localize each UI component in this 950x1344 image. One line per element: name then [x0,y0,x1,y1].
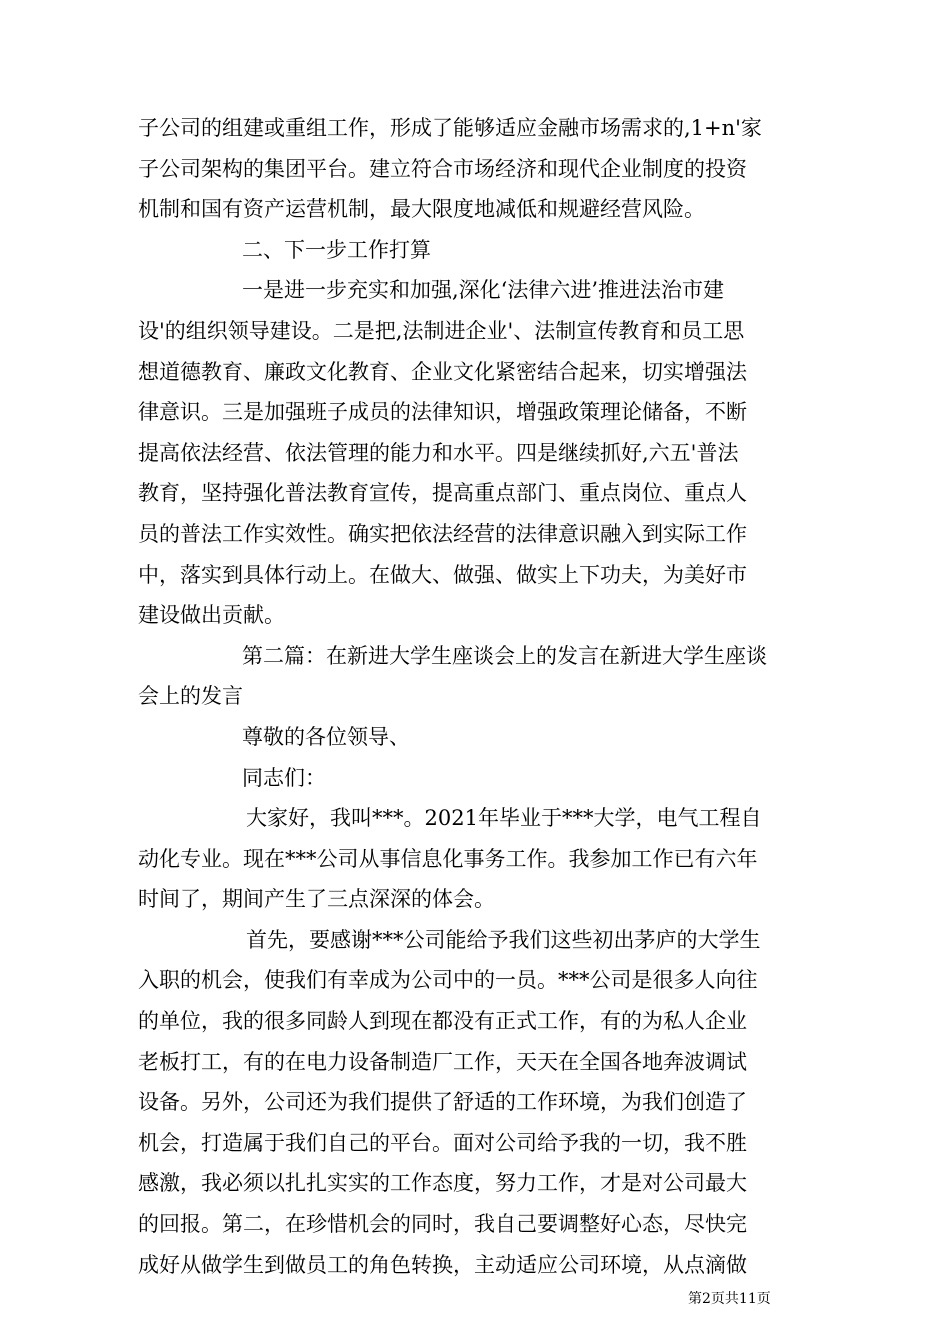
text-line: 机会，打造属于我们自己的平台。面对公司给予我的一切，我不胜 [138,1130,747,1155]
text-line: 感激，我必须以扎扎实实的工作态度，努力工作，才是对公司最大 [138,1171,747,1196]
text-line: 入职的机会，使我们有幸成为公司中的一员。***公司是很多人向往 [138,968,758,993]
article-title: 第二篇：在新进大学生座谈会上的发言在新进大学生座谈 [242,643,767,668]
salutation: 尊敬的各位领导、 [242,724,410,749]
text-line: 老板打工，有的在电力设备制造厂工作，天天在全国各地奔波调试 [138,1049,747,1074]
page-number: 第2页共11页 [688,1291,771,1307]
document-body [138,108,818,1285]
text-line: 子公司的组建或重组工作，形成了能够适应金融市场需求的,1+n'家 [138,116,762,140]
text-line: 一是进一步充实和加强,深化‘法律六进’推进法治市建 [242,278,725,303]
text-line: 动化专业。现在***公司从事信息化事务工作。我参加工作已有六年 [138,846,758,871]
text-line: 的单位，我的很多同龄人到现在都没有正式工作，有的为私人企业 [138,1009,747,1034]
text-line: 员的普法工作实效性。确实把依法经营的法律意识融入到实际工作 [138,521,747,546]
text-line: 想道德教育、廉政文化教育、企业文化紧密结合起来，切实增强法 [138,359,747,384]
text-line: 机制和国有资产运营机制，最大限度地减低和规避经营风险。 [138,197,705,222]
text-line: 设备。另外，公司还为我们提供了舒适的工作环境，为我们创造了 [138,1090,747,1115]
text-line: 中，落实到具体行动上。在做大、做强、做实上下功夫，为美好市 [138,562,747,587]
text-line: 成好从做学生到做员工的角色转换，主动适应公司环境，从点滴做 [138,1252,747,1277]
text-line: 教育，坚持强化普法教育宣传，提高重点部门、重点岗位、重点人 [138,481,747,506]
salutation: 同志们： [242,765,326,790]
article-title: 会上的发言 [138,684,243,709]
text-line: 律意识。三是加强班子成员的法律知识，增强政策理论储备，不断 [138,400,747,425]
text-line: 时间了，期间产生了三点深深的体会。 [138,887,495,912]
text-line: 首先，要感谢***公司能给予我们这些初出茅庐的大学生 [246,927,761,952]
text-line: 提高依法经营、依法管理的能力和水平。四是继续抓好,六五'普法 [138,440,739,465]
section-heading: 二、下一步工作打算 [242,237,431,262]
text-line: 的回报。第二，在珍惜机会的同时，我自己要调整好心态，尽快完 [138,1212,747,1237]
text-line: 子公司架构的集团平台。建立符合市场经济和现代企业制度的投资 [138,156,747,181]
text-line: 大家好，我叫***。2021年毕业于***大学，电气工程自 [246,806,762,831]
text-line: 设'的组织领导建设。二是把,法制进企业'、法制宣传教育和员工思 [138,318,745,343]
text-line: 建设做出贡献。 [138,603,285,628]
